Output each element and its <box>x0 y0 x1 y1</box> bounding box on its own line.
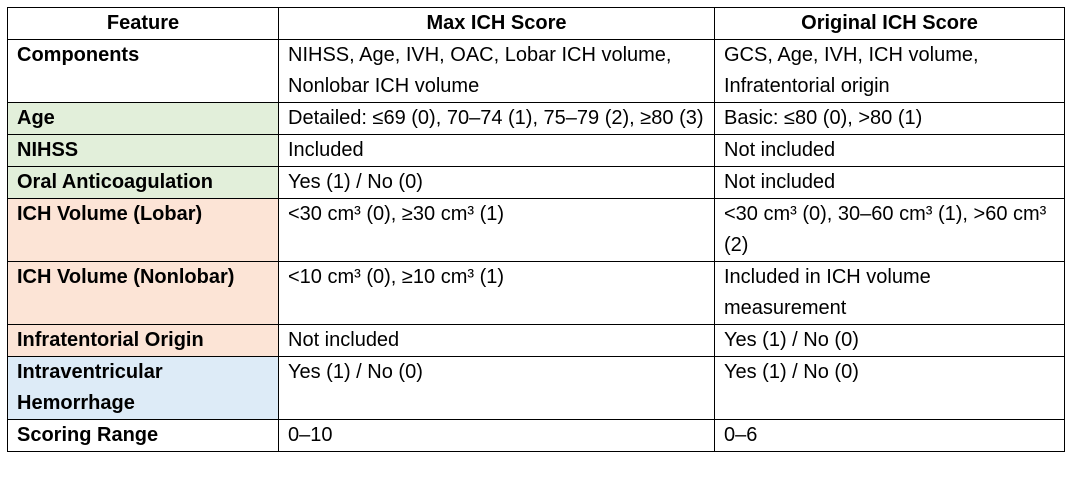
header-max-ich-score: Max ICH Score <box>279 8 715 40</box>
table-row <box>8 135 1065 167</box>
original-score-cell: Not included <box>715 167 1065 199</box>
table-row <box>8 420 1065 452</box>
feature-cell: Intraventricular Hemorrhage <box>8 357 279 420</box>
feature-cell: Oral Anticoagulation <box>8 167 279 199</box>
comparison-table <box>7 7 1065 452</box>
feature-cell: ICH Volume (Lobar) <box>8 199 279 262</box>
original-score-cell: Included in ICH volume measurement <box>715 262 1065 325</box>
table-row <box>8 199 1065 262</box>
max-score-cell: <30 cm³ (0), ≥30 cm³ (1) <box>279 199 715 262</box>
feature-cell: Infratentorial Origin <box>8 325 279 357</box>
table-row <box>8 40 1065 103</box>
header-original-ich-score: Original ICH Score <box>715 8 1065 40</box>
table-row <box>8 325 1065 357</box>
original-score-cell: GCS, Age, IVH, ICH volume, Infratentorial origin <box>715 40 1065 103</box>
table-row <box>8 103 1065 135</box>
max-score-cell: NIHSS, Age, IVH, OAC, Lobar ICH volume, Nonlobar ICH volume <box>279 40 715 103</box>
table-row <box>8 167 1065 199</box>
table-row <box>8 357 1065 420</box>
max-score-cell: Yes (1) / No (0) <box>279 357 715 420</box>
feature-cell: Components <box>8 40 279 103</box>
original-score-cell: 0–6 <box>715 420 1065 452</box>
max-score-cell: Included <box>279 135 715 167</box>
max-score-cell: Yes (1) / No (0) <box>279 167 715 199</box>
feature-cell: ICH Volume (Nonlobar) <box>8 262 279 325</box>
header-feature: Feature <box>8 8 279 40</box>
max-score-cell: Not included <box>279 325 715 357</box>
max-score-cell: 0–10 <box>279 420 715 452</box>
original-score-cell: Basic: ≤80 (0), >80 (1) <box>715 103 1065 135</box>
feature-cell: NIHSS <box>8 135 279 167</box>
max-score-cell: Detailed: ≤69 (0), 70–74 (1), 75–79 (2), ≥80 (3) <box>279 103 715 135</box>
original-score-cell: Not included <box>715 135 1065 167</box>
original-score-cell: Yes (1) / No (0) <box>715 325 1065 357</box>
feature-cell: Age <box>8 103 279 135</box>
original-score-cell: Yes (1) / No (0) <box>715 357 1065 420</box>
feature-cell: Scoring Range <box>8 420 279 452</box>
header-row <box>8 8 1065 40</box>
original-score-cell: <30 cm³ (0), 30–60 cm³ (1), >60 cm³ (2) <box>715 199 1065 262</box>
table-row <box>8 262 1065 325</box>
max-score-cell: <10 cm³ (0), ≥10 cm³ (1) <box>279 262 715 325</box>
